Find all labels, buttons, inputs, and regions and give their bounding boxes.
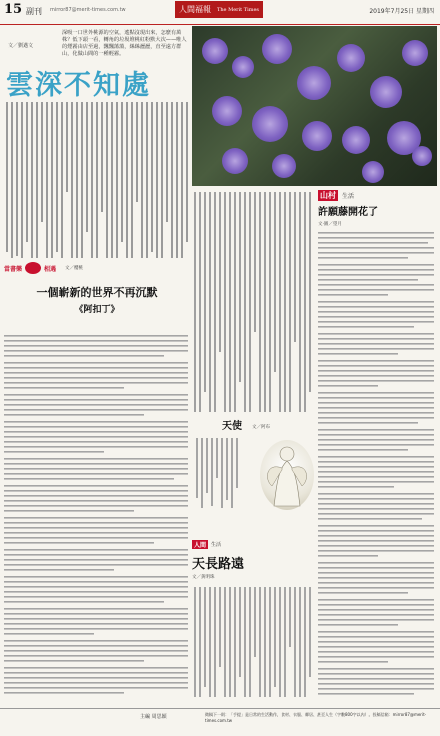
section-name: 副刊 bbox=[26, 7, 42, 16]
book-column-tagline bbox=[4, 262, 190, 274]
flower-cluster bbox=[202, 38, 228, 64]
life-column-body bbox=[318, 232, 436, 702]
poem-column-tagline bbox=[192, 540, 316, 549]
flower-cluster bbox=[252, 106, 288, 142]
book-column-body bbox=[4, 335, 190, 705]
poem-column-tag: 人間 bbox=[194, 542, 207, 549]
poem-column-heading bbox=[192, 540, 316, 580]
editor-credit bbox=[140, 713, 200, 720]
flower-cluster bbox=[412, 146, 432, 166]
book-column-tag1: 當書樂 bbox=[4, 265, 23, 273]
flower-cluster bbox=[337, 44, 365, 72]
flower-cluster bbox=[232, 56, 254, 78]
book-column-author: 文／櫻桃 bbox=[65, 266, 84, 271]
logo-chinese: 人間福報 bbox=[179, 5, 211, 14]
flower-cluster bbox=[370, 76, 402, 108]
poem-column-category: 生活 bbox=[211, 542, 222, 548]
book-column-heading bbox=[4, 262, 190, 332]
editor-label: 主編 bbox=[140, 714, 151, 720]
submission-note: 徵稿下一則：「手提」是日常的生活動作，食材、衣服、鄰居、甚至人生（字數800字以內）。投稿信箱：mirror87@merit-times.com.tw bbox=[205, 712, 427, 723]
book-column-title: 一個嶄新的世界不再沉默 bbox=[36, 286, 158, 299]
feature-body-text-lines bbox=[4, 100, 190, 260]
feature-title: 雲深不知處 bbox=[6, 70, 151, 101]
flower-cluster bbox=[297, 66, 331, 100]
life-column-tagline bbox=[318, 190, 438, 201]
editor-name: 周思穎 bbox=[151, 714, 167, 720]
feature-body bbox=[4, 100, 190, 260]
life-column-text-lines bbox=[318, 232, 436, 702]
life-column-tag: 山村 bbox=[320, 191, 336, 200]
poem-column-text-lines bbox=[192, 585, 316, 705]
life-column-category: 生活 bbox=[342, 193, 355, 200]
book-column-text-lines bbox=[4, 335, 190, 705]
flower-cluster bbox=[272, 154, 296, 178]
flower-cluster bbox=[262, 34, 292, 64]
life-column-heading bbox=[318, 190, 438, 230]
flower-cluster bbox=[222, 148, 248, 174]
flower-cluster bbox=[402, 40, 428, 66]
feature-intro: 深吸一口世外桃源的空氣，遙點沒現出來，怎麼有萬株？低下頭一看，轉角的垃圾堆桃紅粉默大次——唯人的煙霧由店至過，飄飄蕩蕩，絲絲瀝瀝，直至遠方群山，化做山間的一種輕霧。 bbox=[62, 30, 187, 57]
flower-cluster bbox=[212, 96, 242, 126]
angel-figure-icon bbox=[260, 440, 314, 510]
flower-cluster bbox=[302, 121, 332, 151]
flower-cluster bbox=[342, 126, 370, 154]
poem-column-body bbox=[192, 585, 316, 705]
book-column-tag2: 相遇 bbox=[44, 265, 57, 273]
feature-author: 文／劉邁文 bbox=[8, 43, 34, 49]
logo-english: The Merit Times bbox=[217, 6, 259, 13]
header-email: mirror87@merit-times.com.tw bbox=[50, 7, 126, 13]
book-column-subtitle: 《阿扣丁》 bbox=[74, 305, 120, 315]
middle-body-text-lines bbox=[192, 190, 314, 415]
page-header bbox=[0, 0, 440, 25]
life-column-title: 許願藤開花了 bbox=[318, 207, 378, 218]
angel-illustration bbox=[260, 440, 314, 510]
poem-column-author: 文／黃明珠 bbox=[192, 575, 215, 580]
issue-date: 2019年7月25日 星期四 bbox=[369, 8, 434, 15]
poem-column-title: 天長路遠 bbox=[192, 557, 245, 572]
angel-column-author: 文／阿布 bbox=[252, 425, 270, 430]
page-footer bbox=[0, 708, 440, 736]
page-number: 15 bbox=[4, 2, 23, 17]
flower-photo bbox=[192, 26, 437, 186]
flower-ornament-icon bbox=[25, 262, 41, 274]
angel-column-title: 天使 bbox=[222, 421, 242, 432]
life-column-author: 文‧圖／望月 bbox=[318, 222, 342, 227]
newspaper-logo bbox=[175, 1, 263, 18]
flower-cluster bbox=[362, 161, 384, 183]
middle-body bbox=[192, 190, 314, 415]
